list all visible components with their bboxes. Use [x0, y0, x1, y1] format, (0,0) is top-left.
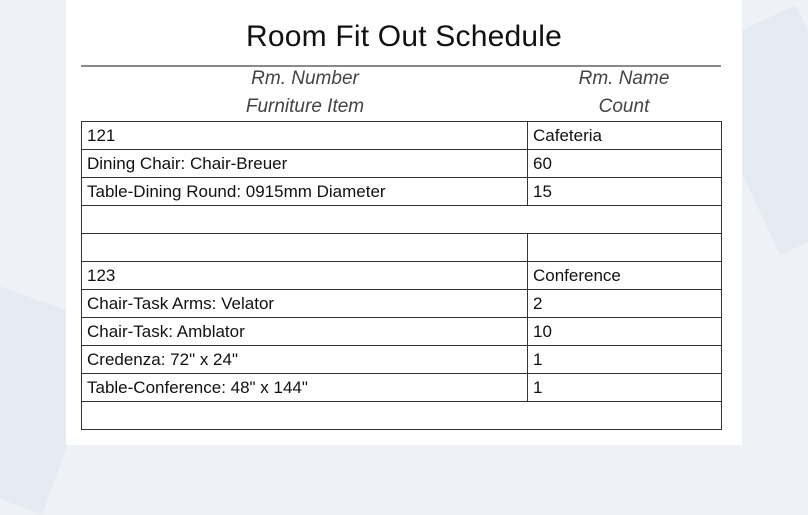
count-cell[interactable]: 1 [528, 346, 722, 374]
blank-cell[interactable] [528, 234, 722, 262]
table-row[interactable] [82, 178, 722, 206]
blank-cell[interactable] [82, 234, 528, 262]
count-cell[interactable]: 10 [528, 318, 722, 346]
furniture-item-cell[interactable]: Table-Dining Round: 0915mm Diameter [82, 178, 528, 206]
count-cell[interactable]: 1 [528, 374, 722, 402]
header-furniture-item: Furniture Item [245, 96, 365, 117]
schedule-sheet [66, 0, 742, 445]
schedule-title: Room Fit Out Schedule [245, 20, 562, 53]
header-divider [81, 65, 721, 67]
table-row[interactable] [82, 262, 722, 290]
count-cell[interactable]: 2 [528, 290, 722, 318]
schedule-table [81, 121, 722, 430]
room-number-cell[interactable]: 121 [82, 122, 528, 150]
table-row[interactable] [82, 374, 722, 402]
table-row[interactable] [82, 122, 722, 150]
count-cell[interactable]: 15 [528, 178, 722, 206]
table-row[interactable] [82, 346, 722, 374]
room-name-cell[interactable]: Conference [528, 262, 722, 290]
furniture-item-cell[interactable]: Chair-Task Arms: Velator [82, 290, 528, 318]
blank-row-cell[interactable] [82, 206, 722, 234]
furniture-item-cell[interactable]: Table-Conference: 48" x 144" [82, 374, 528, 402]
table-row[interactable] [82, 318, 722, 346]
furniture-item-cell[interactable]: Chair-Task: Amblator [82, 318, 528, 346]
furniture-item-cell[interactable]: Dining Chair: Chair-Breuer [82, 150, 528, 178]
furniture-item-cell[interactable]: Credenza: 72" x 24" [82, 346, 528, 374]
table-row[interactable] [82, 234, 722, 262]
room-name-cell[interactable]: Cafeteria [528, 122, 722, 150]
blank-row-cell[interactable] [82, 402, 722, 430]
table-row[interactable] [82, 402, 722, 430]
table-row[interactable] [82, 206, 722, 234]
count-cell[interactable]: 60 [528, 150, 722, 178]
header-room-number: Rm. Number [251, 68, 359, 89]
header-room-name: Rm. Name [578, 68, 670, 89]
table-row[interactable] [82, 150, 722, 178]
room-number-cell[interactable]: 123 [82, 262, 528, 290]
table-row[interactable] [82, 290, 722, 318]
header-count: Count [598, 96, 650, 117]
